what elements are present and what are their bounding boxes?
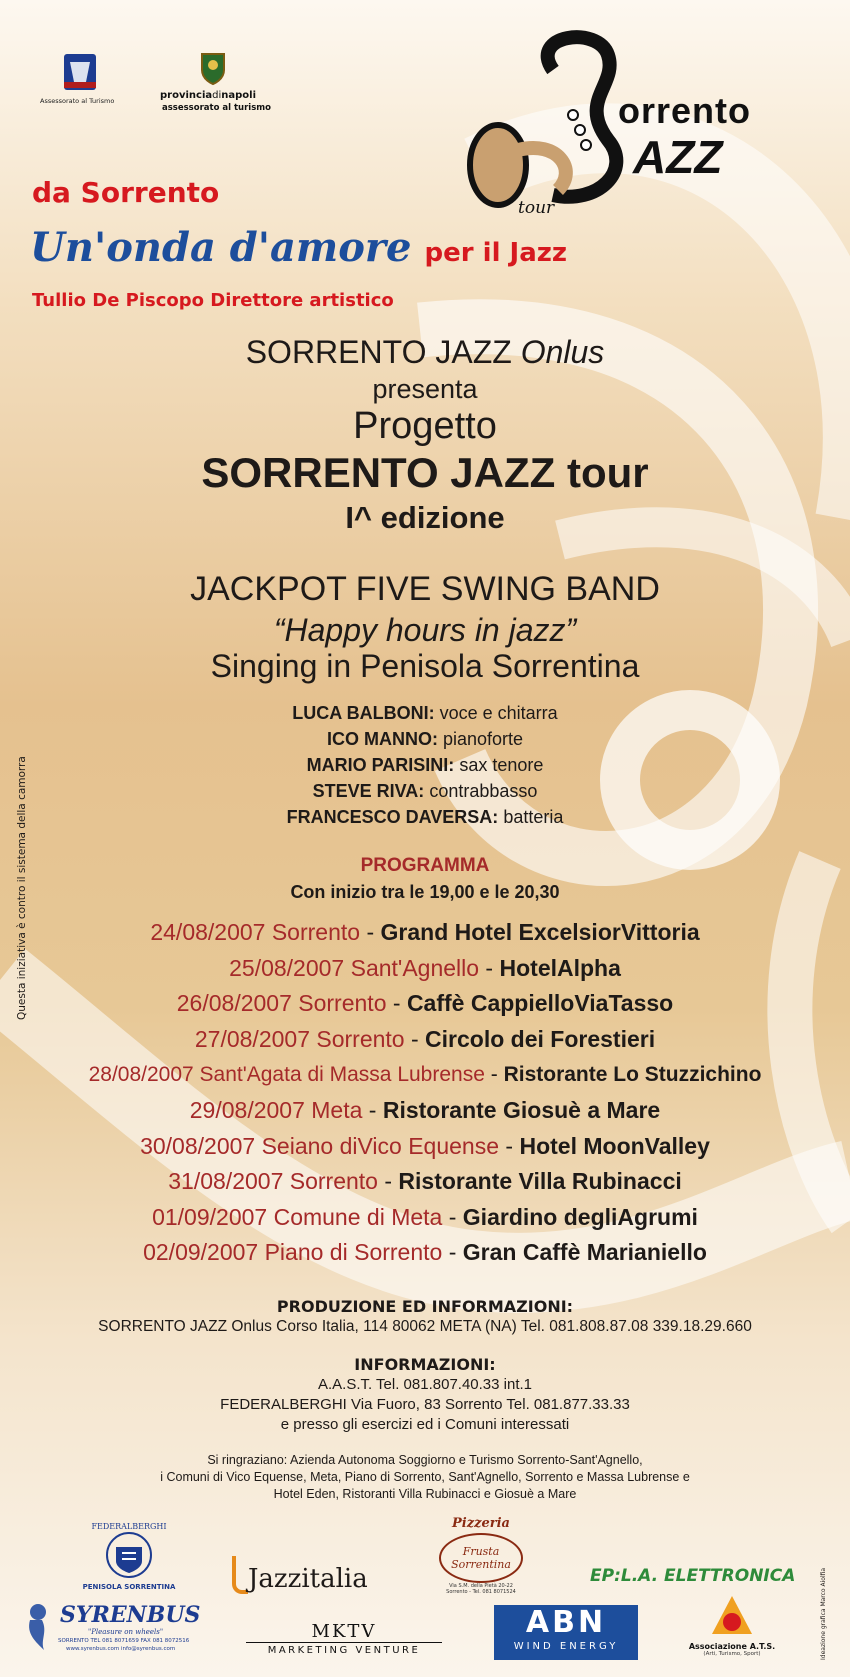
member-name: LUCA BALBONI: — [292, 703, 435, 723]
event-separator: - — [499, 1132, 520, 1159]
syrenbus-name: SYRENBUS — [60, 1602, 201, 1628]
syrenbus-contact: SORRENTO TEL 081 8071659 FAX 081 8072516 — [58, 1638, 190, 1644]
mktv-name: MKTV — [246, 1622, 442, 1643]
logo-word-2: AZZ — [633, 131, 723, 183]
region-seal-icon — [60, 52, 100, 92]
event-venue: Grand Hotel ExcelsiorVittoria — [380, 919, 700, 945]
event-venue: Ristorante Lo Stuzzichino — [503, 1063, 762, 1087]
sorrento-jazz-logo — [458, 30, 808, 220]
pizzeria-emblem — [439, 1533, 523, 1583]
band-name: JACKPOT FIVE SWING BAND — [190, 570, 660, 608]
program-list — [0, 915, 850, 1271]
band-member — [0, 804, 850, 830]
event-date-place: 29/08/2007 Meta — [189, 1096, 363, 1123]
member-role: contrabbasso — [429, 781, 538, 801]
province-crest-icon — [198, 50, 228, 86]
side-note: Questa iniziativa è contro il sistema della camorra — [16, 756, 28, 1020]
band-members — [0, 700, 850, 830]
mktv-subtitle: MARKETING VENTURE — [267, 1645, 421, 1656]
syrenbus-web: www.syrenbus.com info@syrenbus.com — [66, 1646, 176, 1652]
program-event — [0, 951, 850, 987]
intro-director: Tullio De Piscopo Direttore artistico — [32, 290, 394, 311]
title-org-italic: Onlus — [520, 334, 605, 370]
program-event — [0, 1129, 850, 1165]
ep-prefix: EP: — [590, 1566, 621, 1586]
member-role: pianoforte — [442, 729, 524, 749]
member-name: FRANCESCO DAVERSA: — [286, 807, 499, 827]
title-org — [0, 334, 850, 371]
province-name-c: napoli — [221, 90, 257, 101]
event-separator: - — [360, 919, 381, 945]
title-edition: I^ edizione — [345, 500, 505, 535]
info-line: A.A.S.T. Tel. 081.807.40.33 int.1 — [317, 1376, 533, 1393]
program-heading: PROGRAMMA — [360, 855, 490, 876]
event-venue: Caffè CappielloViaTasso — [406, 990, 674, 1017]
jazzitalia-mark-icon — [232, 1556, 248, 1594]
band-member — [0, 700, 850, 726]
thanks-line: i Comuni di Vico Equense, Meta, Piano di Sorrento, Sant'Agnello, Sorrento e Massa Lubrense e — [160, 1470, 690, 1484]
band-member — [0, 726, 850, 752]
thanks-line: Hotel Eden, Ristoranti Villa Rubinacci e Giosuè a Mare — [273, 1487, 577, 1501]
title-org-name: SORRENTO JAZZ — [245, 334, 512, 370]
band-member — [0, 778, 850, 804]
intro-from: da Sorrento — [32, 176, 220, 209]
info-line: e presso gli esercizi ed i Comuni interessati — [280, 1416, 570, 1433]
program-event — [0, 1057, 850, 1093]
abn-subtitle: WIND ENERGY — [513, 1641, 619, 1652]
event-date-place: 02/09/2007 Piano di Sorrento — [143, 1239, 443, 1266]
band-subtitle: Singing in Penisola Sorrentina — [210, 648, 640, 684]
jazzitalia-logo — [232, 1556, 368, 1594]
program-event — [0, 1200, 850, 1236]
program-event — [0, 1235, 850, 1271]
pizzeria-name: Frusta Sorrentina — [451, 1545, 511, 1571]
member-name: STEVE RIVA: — [312, 781, 425, 801]
member-role: voce e chitarra — [439, 703, 558, 723]
program-event — [0, 986, 850, 1022]
mktv-logo — [246, 1622, 442, 1656]
ats-emblem-icon — [710, 1594, 754, 1638]
event-separator: - — [377, 1168, 399, 1195]
event-separator: - — [479, 954, 500, 981]
event-separator: - — [442, 1239, 463, 1266]
event-separator: - — [484, 1063, 504, 1087]
event-venue: Hotel MoonValley — [519, 1132, 710, 1159]
ats-logo — [682, 1594, 782, 1657]
pizzeria-phone: Sorrento - Tel. 081 8071524 — [446, 1589, 516, 1595]
program-event — [0, 1022, 850, 1058]
pizzeria-address: Via S.M. della Pietà 20-22 — [449, 1583, 513, 1589]
pizzeria-logo — [436, 1516, 526, 1595]
event-date-place: 26/08/2007 Sorrento — [176, 990, 387, 1017]
title-progetto: Progetto — [353, 405, 497, 447]
event-venue: Giardino degliAgrumi — [462, 1203, 698, 1230]
program-time: Con inizio tra le 19,00 e le 20,30 — [290, 882, 560, 902]
band-tagline: “Happy hours in jazz” — [273, 612, 577, 648]
event-separator: - — [442, 1203, 463, 1230]
event-date-place: 27/08/2007 Sorrento — [194, 1025, 405, 1052]
event-venue: Circolo dei Forestieri — [425, 1025, 656, 1052]
ats-name: Associazione A.T.S. — [688, 1642, 776, 1651]
ats-subtitle: (Arti, Turismo, Sport) — [703, 1651, 761, 1657]
title-project-bold: SORRENTO JAZZ — [201, 449, 556, 496]
event-venue: Gran Caffè Marianiello — [462, 1239, 707, 1266]
federalberghi-logo — [74, 1522, 184, 1591]
region-caption: Assessorato al Turismo — [40, 97, 115, 105]
event-venue: Ristorante Giosuè a Mare — [382, 1096, 661, 1123]
graphic-credit: Ideazione grafica Marco Aiolfia — [820, 1567, 827, 1660]
production-heading: PRODUZIONE ED INFORMAZIONI: — [276, 1297, 574, 1316]
province-caption: assessorato al turismo — [162, 103, 271, 113]
abn-name: ABN — [525, 1605, 607, 1640]
event-date-place: 31/08/2007 Sorrento — [168, 1168, 378, 1195]
event-date-place: 25/08/2007 Sant'Agnello — [229, 954, 480, 981]
region-logo — [55, 52, 105, 96]
logo-tour: tour — [518, 198, 555, 218]
event-venue: HotelAlpha — [499, 954, 621, 981]
province-name — [160, 90, 256, 101]
production-line: SORRENTO JAZZ Onlus Corso Italia, 114 80062 META (NA) Tel. 081.808.87.08 339.18.29.660 — [98, 1318, 752, 1335]
title-project — [0, 449, 850, 497]
province-name-b: di — [212, 90, 222, 101]
member-role: sax tenore — [459, 755, 544, 775]
province-name-a: provincia — [160, 90, 213, 101]
intro-suffix: per il Jazz — [424, 238, 568, 268]
federalberghi-bottom: PENISOLA SORRENTINA — [82, 1583, 176, 1591]
program-event — [0, 1164, 850, 1200]
title-presenta: presenta — [372, 374, 478, 404]
info-heading: INFORMAZIONI: — [354, 1355, 496, 1374]
event-separator: - — [386, 990, 407, 1017]
member-role: batteria — [503, 807, 564, 827]
program-event — [0, 1093, 850, 1129]
member-name: ICO MANNO: — [326, 729, 438, 749]
ep-logo — [590, 1566, 795, 1586]
event-date-place: 24/08/2007 Sorrento — [150, 919, 361, 945]
info-lines — [0, 1375, 850, 1435]
program-event — [0, 915, 850, 951]
mermaid-icon — [18, 1600, 58, 1654]
event-date-place: 01/09/2007 Comune di Meta — [152, 1203, 443, 1230]
thanks-line: Si ringraziano: Azienda Autonoma Soggiorno e Turismo Sorrento-Sant'Agnello, — [207, 1453, 643, 1467]
event-separator: - — [404, 1025, 426, 1052]
syrenbus-tag: "Pleasure on wheels" — [88, 1628, 164, 1636]
syrenbus-logo — [18, 1600, 208, 1660]
logo-word-1: orrento — [618, 90, 751, 131]
event-separator: - — [362, 1096, 383, 1123]
member-name: MARIO PARISINI: — [306, 755, 455, 775]
event-venue: Ristorante Villa Rubinacci — [398, 1168, 682, 1195]
ep-name: L.A. ELETTRONICA — [620, 1566, 796, 1586]
info-line: FEDERALBERGHI Via Fuoro, 83 Sorrento Tel. 081.877.33.33 — [220, 1396, 630, 1413]
federalberghi-emblem-icon — [102, 1531, 156, 1579]
jazzitalia-name: Jazzitalia — [248, 1564, 368, 1594]
pizzeria-title: Pizzeria — [452, 1516, 510, 1531]
event-date-place: 30/08/2007 Seiano diVico Equense — [140, 1132, 500, 1159]
intro-script: Un'onda d'amore — [30, 224, 412, 271]
abn-logo — [494, 1605, 638, 1660]
title-project-tail: tour — [566, 449, 649, 496]
intro-slogan — [30, 224, 567, 271]
event-date-place: 28/08/2007 Sant'Agata di Massa Lubrense — [88, 1063, 485, 1087]
thanks — [0, 1452, 850, 1503]
federalberghi-top: FEDERALBERGHI — [91, 1522, 167, 1531]
province-logo — [198, 50, 228, 90]
band-member — [0, 752, 850, 778]
